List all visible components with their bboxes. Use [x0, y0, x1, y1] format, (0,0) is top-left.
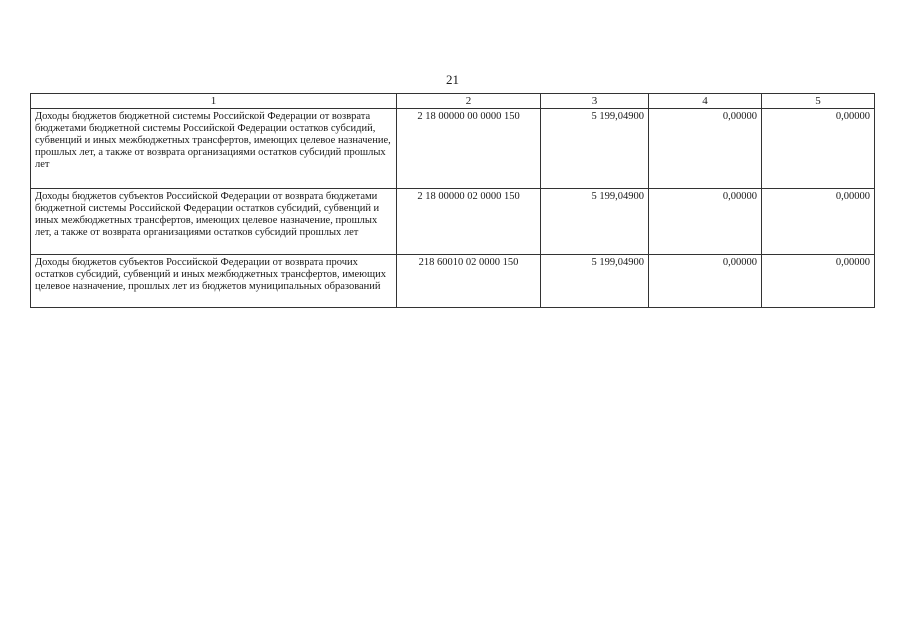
header-col-4: 4 — [649, 94, 762, 109]
row-col4-value: 0,00000 — [649, 255, 762, 308]
row-col5-value: 0,00000 — [762, 189, 875, 255]
row-description: Доходы бюджетов субъектов Российской Федерации от возврата прочих остатков субсидий, субвенций и иных межбюджетных трансфертов, имеющих целевое назначение, прошлых лет из бюджетов муниципальных образований — [31, 255, 397, 308]
table-row — [31, 189, 875, 255]
table-row — [31, 109, 875, 189]
row-col3-value: 5 199,04900 — [541, 255, 649, 308]
row-description: Доходы бюджетов субъектов Российской Федерации от возврата бюджетами бюджетной системы Российской Федерации остатков субсидий, субвенций и иных межбюджетных трансфертов, имеющих целевое назначение, прошлых лет, а также от возврата организациями остатков субсидий прошлых лет — [31, 189, 397, 255]
header-col-1: 1 — [31, 94, 397, 109]
row-col5-value: 0,00000 — [762, 109, 875, 189]
header-col-5: 5 — [762, 94, 875, 109]
budget-table — [30, 93, 875, 308]
row-col3-value: 5 199,04900 — [541, 189, 649, 255]
row-description: Доходы бюджетов бюджетной системы Российской Федерации от возврата бюджетами бюджетной системы Российской Федерации остатков субсидий, субвенций и иных межбюджетных трансфертов, имеющих целевое назначение, прошлых лет, а также от возврата организациями остатков субсидий прошлых лет — [31, 109, 397, 189]
page-number: 21 — [446, 72, 459, 87]
header-col-3: 3 — [541, 94, 649, 109]
row-col3-value: 5 199,04900 — [541, 109, 649, 189]
header-row — [31, 94, 875, 109]
row-code: 218 60010 02 0000 150 — [397, 255, 541, 308]
row-col5-value: 0,00000 — [762, 255, 875, 308]
row-code: 2 18 00000 00 0000 150 — [397, 109, 541, 189]
row-code: 2 18 00000 02 0000 150 — [397, 189, 541, 255]
header-col-2: 2 — [397, 94, 541, 109]
row-col4-value: 0,00000 — [649, 109, 762, 189]
row-col4-value: 0,00000 — [649, 189, 762, 255]
table-row — [31, 255, 875, 308]
